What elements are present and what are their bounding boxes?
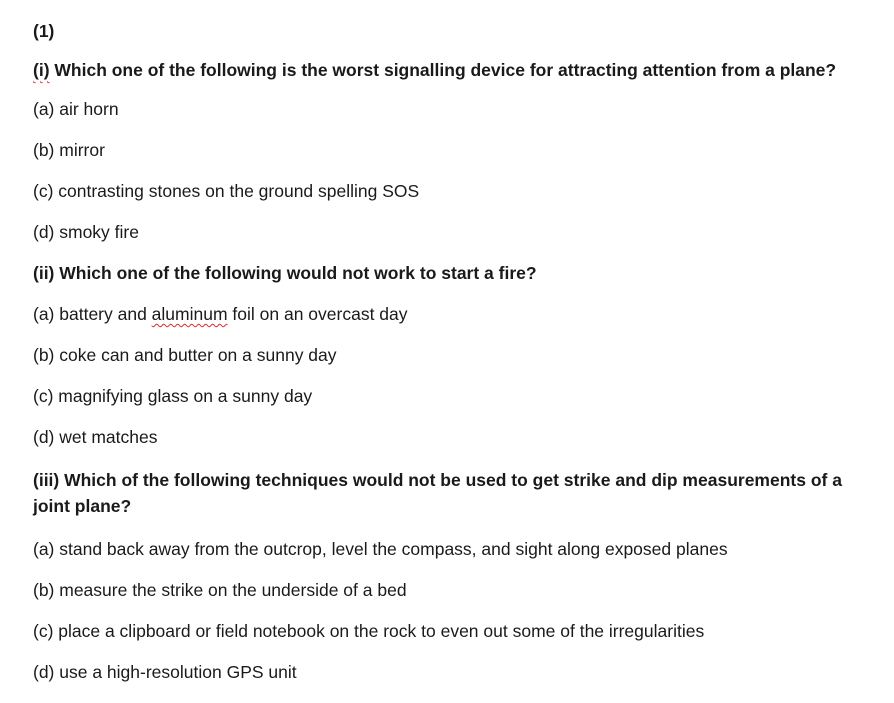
question-2-option-d: (d) wet matches bbox=[33, 427, 158, 447]
question-2-option-a-start: (a) battery and bbox=[33, 304, 152, 324]
question-3-option-a: (a) stand back away from the outcrop, level the compass, and sight along exposed planes bbox=[33, 539, 728, 559]
section-heading: (1) bbox=[33, 21, 55, 41]
question-3-option-d: (d) use a high-resolution GPS unit bbox=[33, 662, 297, 682]
question-3-option-c: (c) place a clipboard or field notebook on the rock to even out some of the irregularities bbox=[33, 621, 705, 641]
question-2: (ii) Which one of the following would not work to start a fire? bbox=[33, 263, 537, 283]
question-2-option-c: (c) magnifying glass on a sunny day bbox=[33, 386, 313, 406]
question-1-text: Which one of the following is the worst signalling device for attracting attention from a plane? bbox=[49, 60, 837, 80]
question-1-option-c: (c) contrasting stones on the ground spelling SOS bbox=[33, 181, 420, 201]
document-body bbox=[33, 20, 863, 683]
question-3: (iii) Which of the following techniques would not be used to get strike and dip measurements of a joint plane? bbox=[33, 470, 842, 516]
question-1 bbox=[33, 59, 863, 81]
question-1-number: (i) bbox=[33, 60, 50, 80]
question-1-option-d: (d) smoky fire bbox=[33, 222, 139, 242]
question-2-option-a-end: foil on an overcast day bbox=[227, 304, 408, 324]
question-2-option-a bbox=[33, 303, 863, 325]
question-1-option-a: (a) air horn bbox=[33, 99, 119, 119]
question-2-option-b: (b) coke can and butter on a sunny day bbox=[33, 345, 337, 365]
spelling-flagged-word[interactable]: aluminum bbox=[151, 304, 228, 324]
question-3-option-b: (b) measure the strike on the underside of a bed bbox=[33, 580, 407, 600]
question-1-option-b: (b) mirror bbox=[33, 140, 105, 160]
